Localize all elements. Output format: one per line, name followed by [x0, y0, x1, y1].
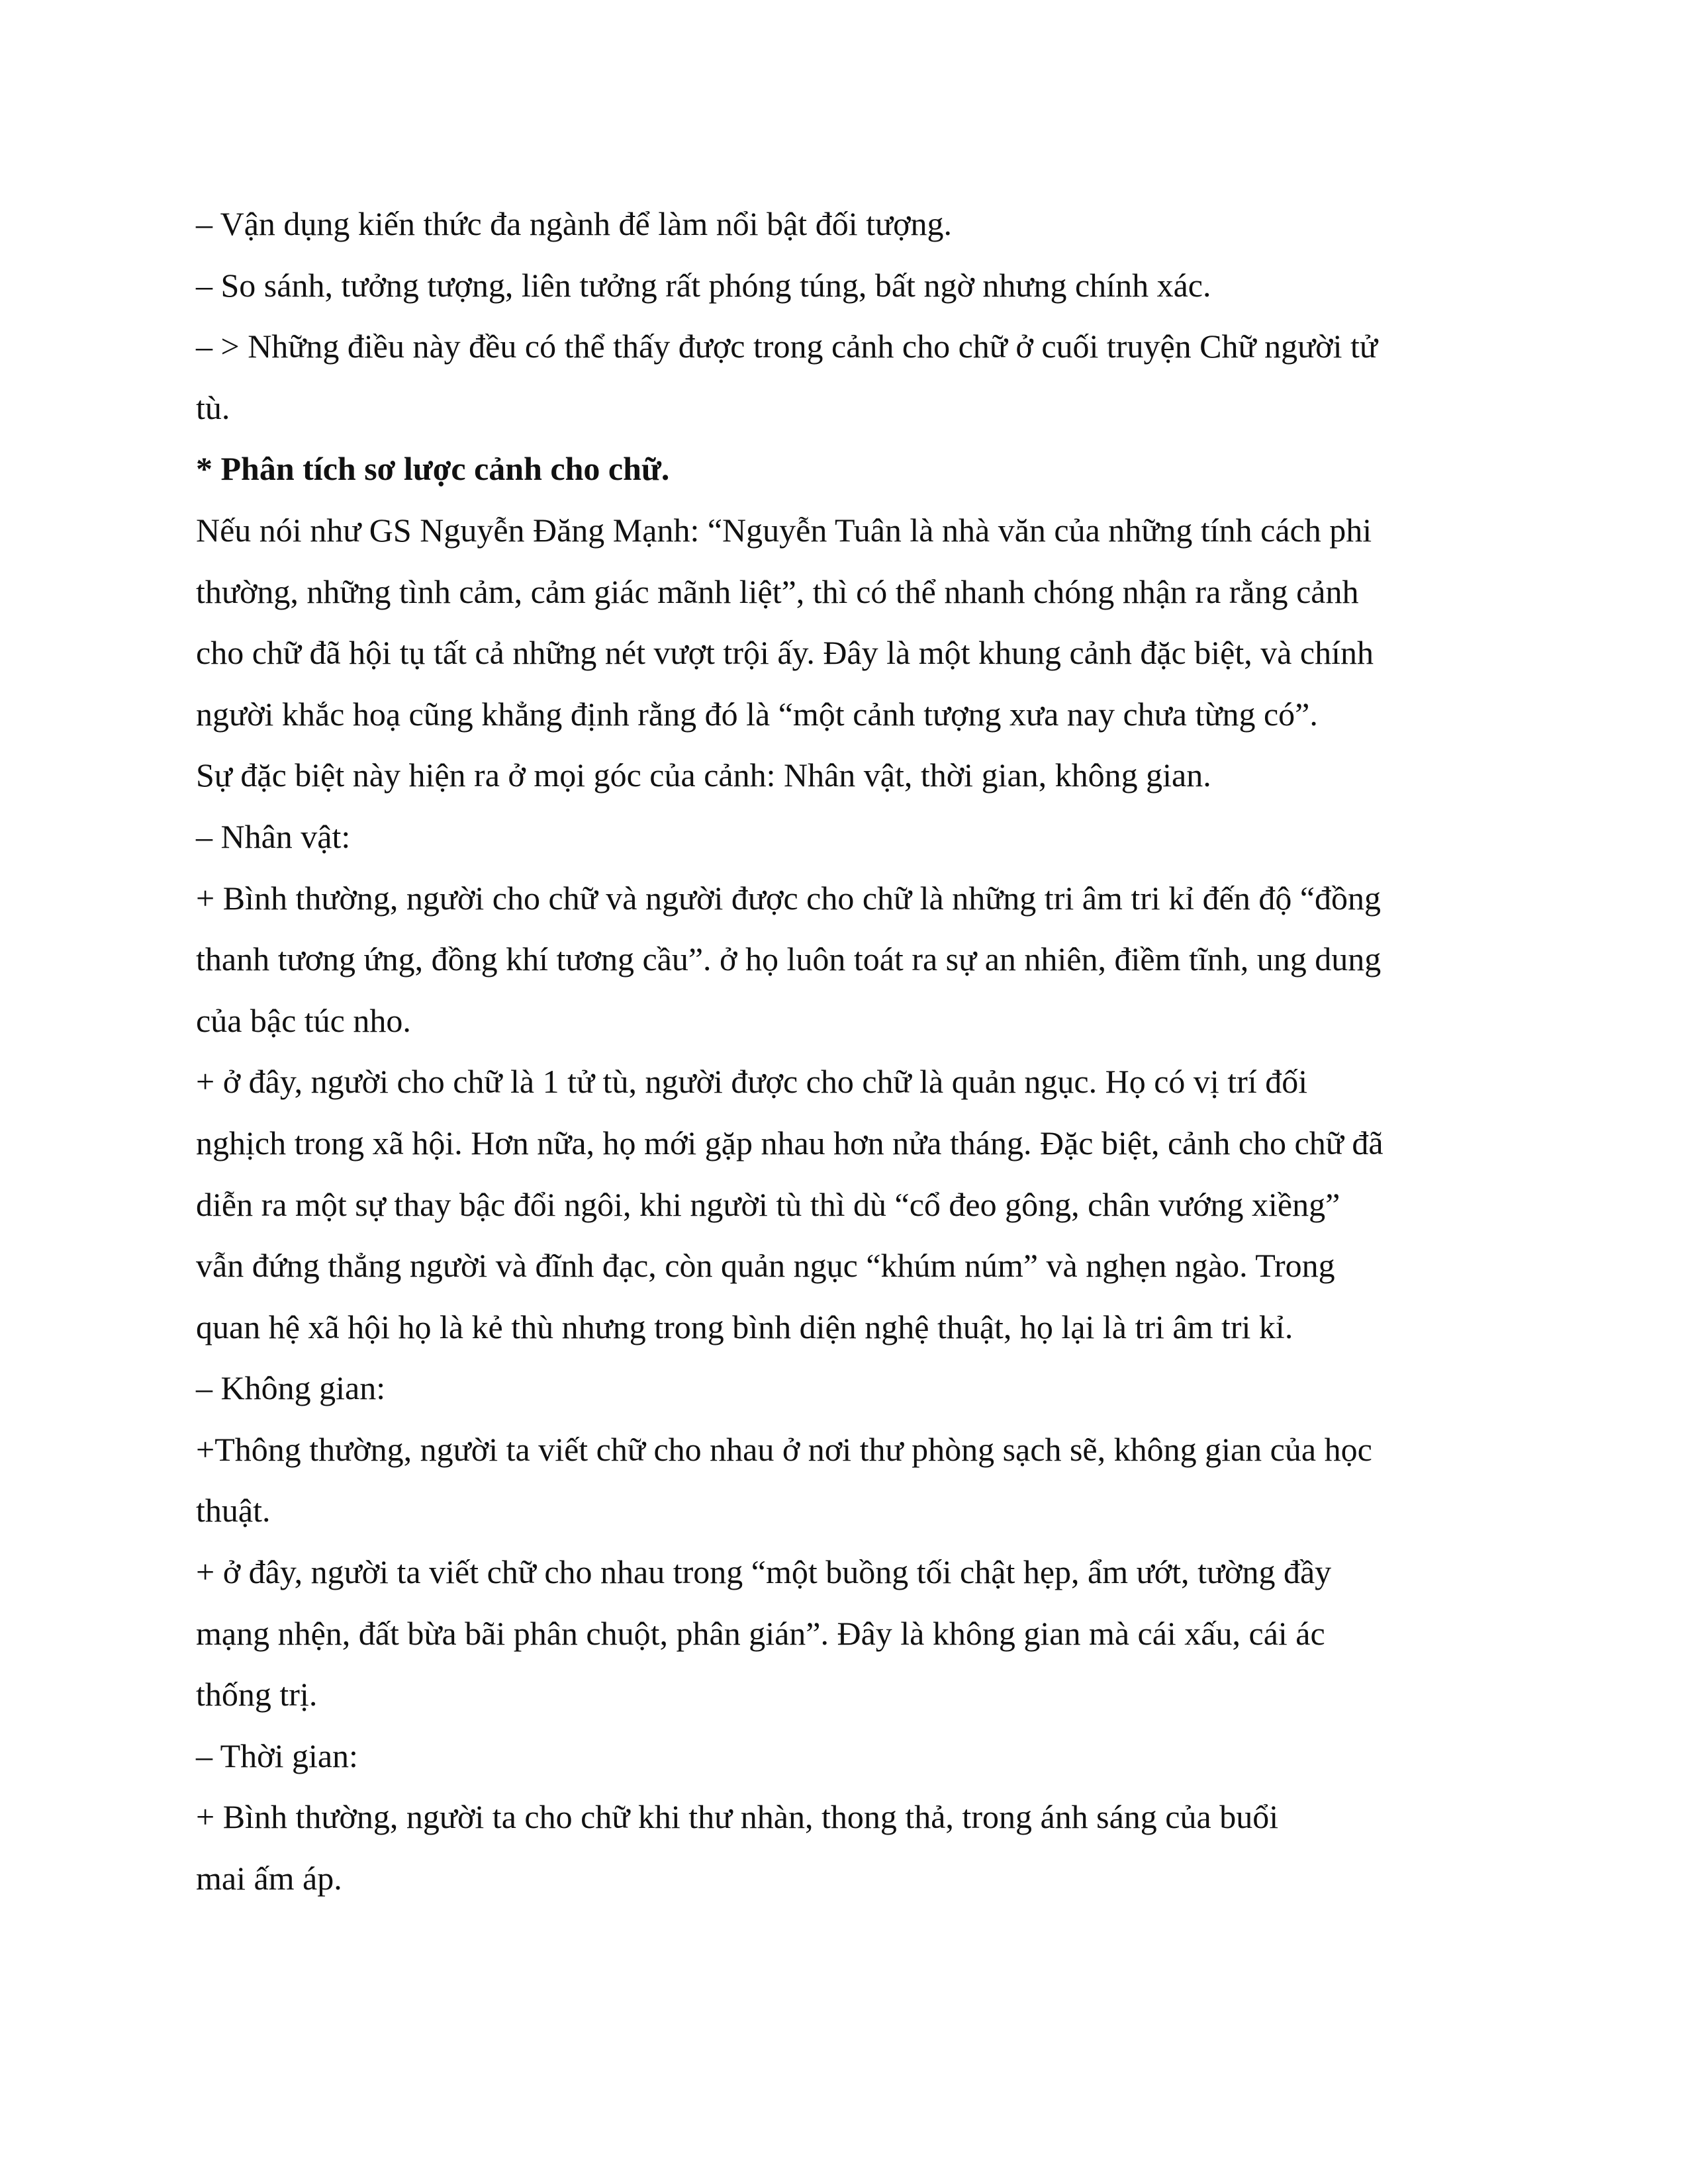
text-line: – Nhân vật: [196, 817, 351, 855]
text-line: thanh tương ứng, đồng khí tương cầu”. ở họ luôn toát ra sự an nhiên, điềm tĩnh, ung dung [196, 940, 1382, 978]
text-line: – So sánh, tưởng tượng, liên tưởng rất phóng túng, bất ngờ nhưng chính xác. [196, 266, 1211, 304]
text-line: vẫn đứng thẳng người và đĩnh đạc, còn quản ngục “khúm núm” và nghẹn ngào. Trong [196, 1247, 1335, 1285]
text-line: nghịch trong xã hội. Hơn nữa, họ mới gặp nhau hơn nửa tháng. Đặc biệt, cảnh cho chữ đã [196, 1124, 1383, 1161]
text-line: – Thời gian: [196, 1737, 358, 1774]
text-line: Sự đặc biệt này hiện ra ở mọi góc của cảnh: Nhân vật, thời gian, không gian. [196, 756, 1211, 794]
text-line: tù. [196, 388, 230, 426]
text-line: – Không gian: [196, 1369, 386, 1407]
text-line: + ở đây, người cho chữ là 1 tử tù, người được cho chữ là quản ngục. Họ có vị trí đối [196, 1063, 1308, 1101]
text-line: của bậc túc nho. [196, 1001, 411, 1039]
text-line: Nếu nói như GS Nguyễn Đăng Mạnh: “Nguyễn Tuân là nhà văn của những tính cách phi [196, 511, 1372, 549]
text-line: – > Những điều này đều có thể thấy được trong cảnh cho chữ ở cuối truyện Chữ người tử [196, 328, 1378, 365]
text-line: +Thông thường, người ta viết chữ cho nhau ở nơi thư phòng sạch sẽ, không gian của học [196, 1430, 1372, 1468]
text-line: + Bình thường, người ta cho chữ khi thư nhàn, thong thả, trong ánh sáng của buổi [196, 1798, 1279, 1836]
text-line: thuật. [196, 1492, 271, 1529]
text-line: diễn ra một sự thay bậc đổi ngôi, khi người tù thì dù “cổ đeo gông, chân vướng xiềng” [196, 1185, 1340, 1223]
text-line: thống trị. [196, 1676, 318, 1713]
text-line: cho chữ đã hội tụ tất cả những nét vượt trội ấy. Đây là một khung cảnh đặc biệt, và chính [196, 634, 1374, 672]
document-page [196, 193, 1493, 1909]
text-line: mạng nhện, đất bừa bãi phân chuột, phân gián”. Đây là không gian mà cái xấu, cái ác [196, 1614, 1325, 1652]
text-line: + Bình thường, người cho chữ và người được cho chữ là những tri âm tri kỉ đến độ “đồng [196, 879, 1382, 917]
section-heading: * Phân tích sơ lược cảnh cho chữ. [196, 450, 670, 488]
text-line: quan hệ xã hội họ là kẻ thù nhưng trong bình diện nghệ thuật, họ lại là tri âm tri kỉ. [196, 1308, 1293, 1345]
text-line: + ở đây, người ta viết chữ cho nhau trong “một buồng tối chật hẹp, ẩm ướt, tường đầy [196, 1553, 1332, 1591]
text-line: mai ấm áp. [196, 1860, 342, 1897]
text-line: – Vận dụng kiến thức đa ngành để làm nổi bật đối tượng. [196, 205, 953, 242]
text-line: thường, những tình cảm, cảm giác mãnh liệt”, thì có thể nhanh chóng nhận ra rằng cảnh [196, 572, 1359, 610]
text-line: người khắc hoạ cũng khẳng định rằng đó là “một cảnh tượng xưa nay chưa từng có”. [196, 695, 1318, 733]
